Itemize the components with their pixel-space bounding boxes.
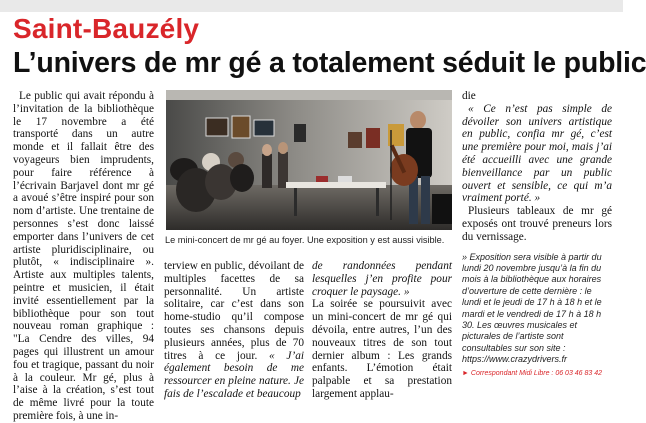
page-top-strip [0, 0, 623, 12]
article-column-4 [462, 90, 612, 400]
column-3-text: La soirée se poursuivit avec un mini-concert de mr gé qui dévoila, entre autres, l’un des nouveaux titres de son tout dernier album : Les grands enfants. L’émotion était palpable et sa prestation largement applau- [312, 298, 452, 400]
photo-caption: Le mini-concert de mr gé au foyer. Une exposition y est aussi visible. [165, 235, 445, 245]
info-box-text: » Exposition sera visible à partir du lundi 20 novembre jusqu’à la fin du mois à la bibliothèque aux horaires d’ouverture de cette dernière : le lundi et le jeudi de 17 h à 18 h et le mardi et le vendredi de 17 h à 18 h 30. Les œuvres musicales et picturales de l’artiste sont consultables sur son site : https://www.crazydrivers.fr [462, 251, 602, 365]
column-4-text-b: Plusieurs tableaux de mr gé exposés ont trouvé preneurs lors du vernissage. [462, 205, 612, 243]
article-column-2 [164, 260, 304, 402]
column-2-text [164, 260, 304, 401]
column-4-text-a: die [462, 90, 476, 102]
column-2-normal: terview en public, dévoilant de multiples facettes de sa personnalité. Un artiste solitaire, car c’est dans son home-studio qu’il compose toutes ses chansons depuis plusieurs années, plus de 70 titres à ce jour. [164, 260, 304, 362]
section-kicker: Saint-Bauzély [13, 13, 200, 44]
column-3-quote: de randonnées pendant lesquelles j’en profite pour croquer le paysage. » [312, 260, 452, 298]
column-1-text: Le public qui avait répondu à l’invitation de la bibliothèque le 17 novembre a été transporté dans un autre monde et il fallait être des voyageurs bien imprudents, pour faire référence à l’écrivain Barjavel dont mr gé a avoué s’être inspiré pour son nom d’artiste. Une trentaine de personnes s’est donc laissé emporter dans l’univers de cet artiste pluridisciplinaire, ou plutôt, « indisciplinaire ». Artiste aux multiples talents, peintre et musicien, il était invité essentiellement par la bibliothèque pour son tout nouveau roman graphique : "La Cendre des villes, 94 pages qui illustrent un amour fou et tragique, passant du noir à la couleur. Mr gé, plus à l’aise à la création, s’est tout de même livré pour la toute première fois, à une in- [13, 90, 154, 422]
concert-photo-image [166, 90, 452, 230]
column-4-quote: « Ce n’est pas simple de dévoiler son univers artistique en public, confia mr gé, c’est une première pour moi, mais j’ai été accueilli avec une grande bienveillance par un public ouvert et sensible, ce qui m’a vraiment porté. » [462, 102, 612, 205]
article-column-1 [13, 90, 154, 422]
credit-text: Correspondant Midi Libre : 06 03 46 83 42 [470, 369, 603, 377]
credit-arrow-icon: ► [462, 369, 469, 377]
column-2-quote: « J’ai également besoin de me ressourcer en pleine nature. Je fais de l’escalade et beaucoup [164, 349, 304, 400]
info-box [462, 252, 612, 379]
column-4-body [462, 90, 612, 244]
concert-photo [166, 90, 452, 230]
correspondent-credit [462, 368, 612, 379]
article-headline: L’univers de mr gé a totalement séduit le public [13, 47, 646, 79]
article-column-3 [312, 260, 452, 402]
